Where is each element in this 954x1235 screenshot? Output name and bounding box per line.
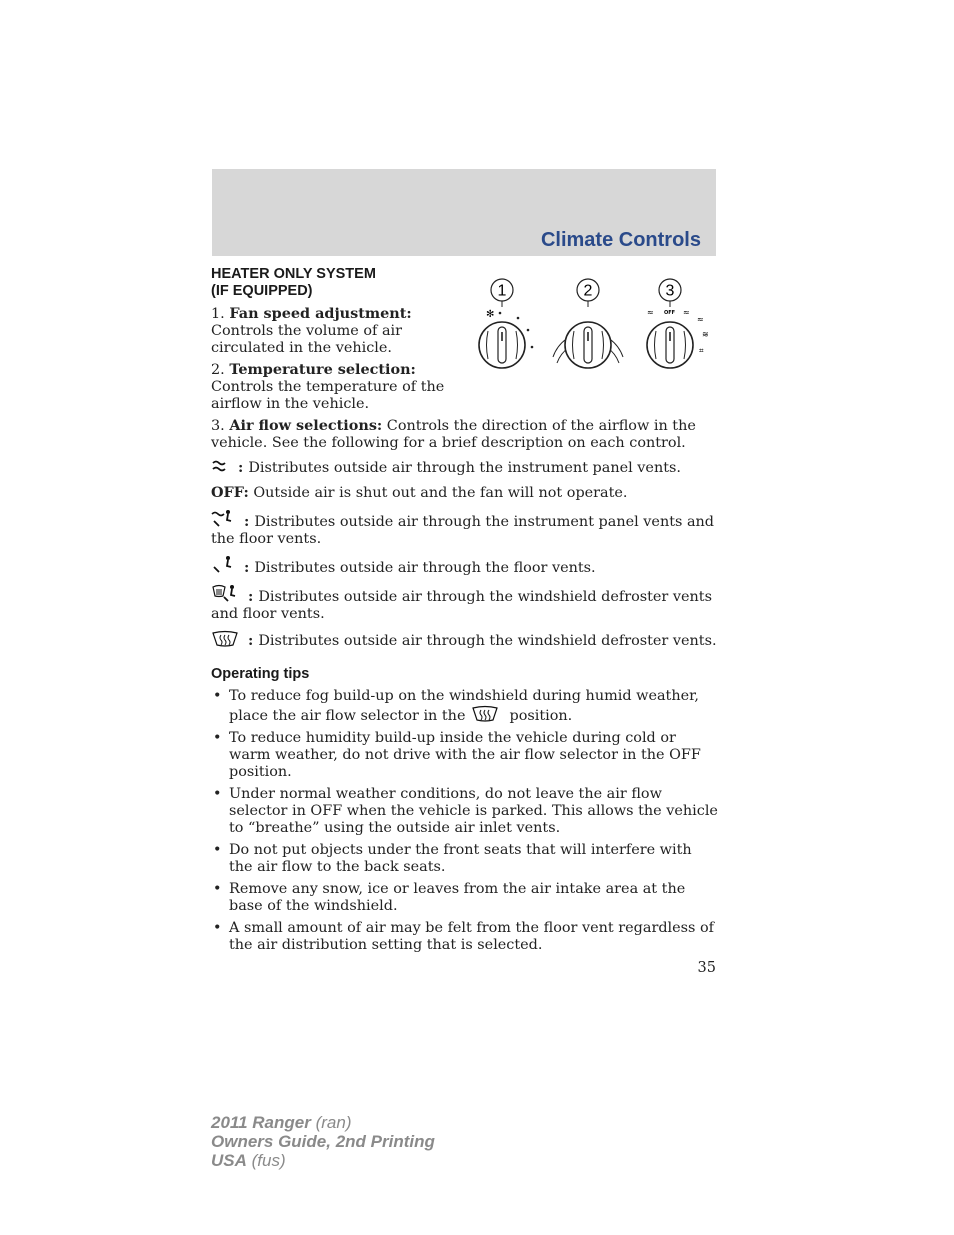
svg-text:OFF: OFF	[664, 310, 676, 316]
fan-speed-dial	[479, 309, 533, 368]
list-item: • Under normal weather conditions, do not leave the air flow selector in OFF when the vehicle is parked. This allows the vehicle to “breathe” using the outside air inlet vents.	[213, 786, 718, 836]
mode-panel-floor: : Distributes outside air through the instrument panel vents and the floor vents.	[211, 509, 719, 548]
defrost-icon	[471, 705, 499, 723]
svg-text:≈: ≈	[647, 308, 654, 317]
floor-vent-icon	[211, 555, 235, 575]
header-band	[212, 169, 716, 256]
callout-2	[577, 279, 599, 301]
section-heading: HEATER ONLY SYSTEM (IF EQUIPPED)	[211, 266, 376, 299]
svg-text:3: 3	[665, 282, 675, 300]
svg-text:≈: ≈	[683, 308, 690, 317]
air-flow-dial	[647, 308, 709, 368]
panel-floor-vent-icon	[211, 509, 235, 529]
callout-3	[659, 279, 681, 301]
item-temperature: 2. Temperature selection: Controls the temperature of the airflow in the vehicle.	[211, 361, 445, 412]
defrost-floor-icon	[211, 584, 239, 604]
mode-defrost: : Distributes outside air through the windshield defroster vents.	[211, 630, 719, 650]
page-title: Climate Controls	[540, 229, 701, 251]
callout-1	[491, 279, 513, 301]
operating-tips-heading: Operating tips	[211, 666, 310, 682]
mode-panel: : Distributes outside air through the instrument panel vents.	[211, 459, 719, 477]
intro-block	[211, 266, 719, 413]
mode-off: OFF: Outside air is shut out and the fan will not operate.	[211, 484, 628, 501]
control-dials-illustration	[473, 277, 719, 377]
main-content	[211, 266, 719, 959]
tips-list	[211, 688, 719, 954]
footer: 2011 Ranger (ran) Owners Guide, 2nd Printing USA (fus)	[211, 1113, 435, 1170]
page-number: 35	[697, 960, 716, 976]
svg-text:≈: ≈	[697, 315, 704, 324]
svg-text:1: 1	[497, 282, 507, 300]
defrost-icon	[211, 630, 239, 648]
list-item: • Remove any snow, ice or leaves from the air intake area at the base of the windshield.	[213, 881, 686, 914]
mode-defrost-floor: : Distributes outside air through the windshield defroster vents and floor vents.	[211, 584, 719, 623]
panel-vent-icon	[211, 459, 229, 475]
svg-text:2: 2	[583, 282, 593, 300]
item-air-flow: 3. Air flow selections: Controls the direction of the airflow in the vehicle. See the following for a brief description on each control.	[211, 417, 696, 451]
temperature-dial	[553, 322, 623, 368]
mode-floor: : Distributes outside air through the floor vents.	[211, 555, 719, 577]
svg-text:⌗: ⌗	[699, 346, 704, 355]
list-item: • A small amount of air may be felt from the floor vent regardless of the air distribution setting that is selected.	[213, 920, 714, 953]
list-item: • To reduce fog build-up on the windshield during humid weather, place the air flow selector in the position.	[213, 688, 699, 724]
svg-text:≋: ≋	[702, 330, 709, 339]
list-item: • To reduce humidity build-up inside the vehicle during cold or warm weather, do not drive with the air flow selector in the OFF position.	[213, 730, 701, 780]
svg-text:✻: ✻	[486, 309, 495, 320]
item-fan-speed: 1. Fan speed adjustment: Controls the volume of air circulated in the vehicle.	[211, 305, 412, 356]
list-item: • Do not put objects under the front seats that will interfere with the air flow to the back seats.	[213, 842, 692, 875]
